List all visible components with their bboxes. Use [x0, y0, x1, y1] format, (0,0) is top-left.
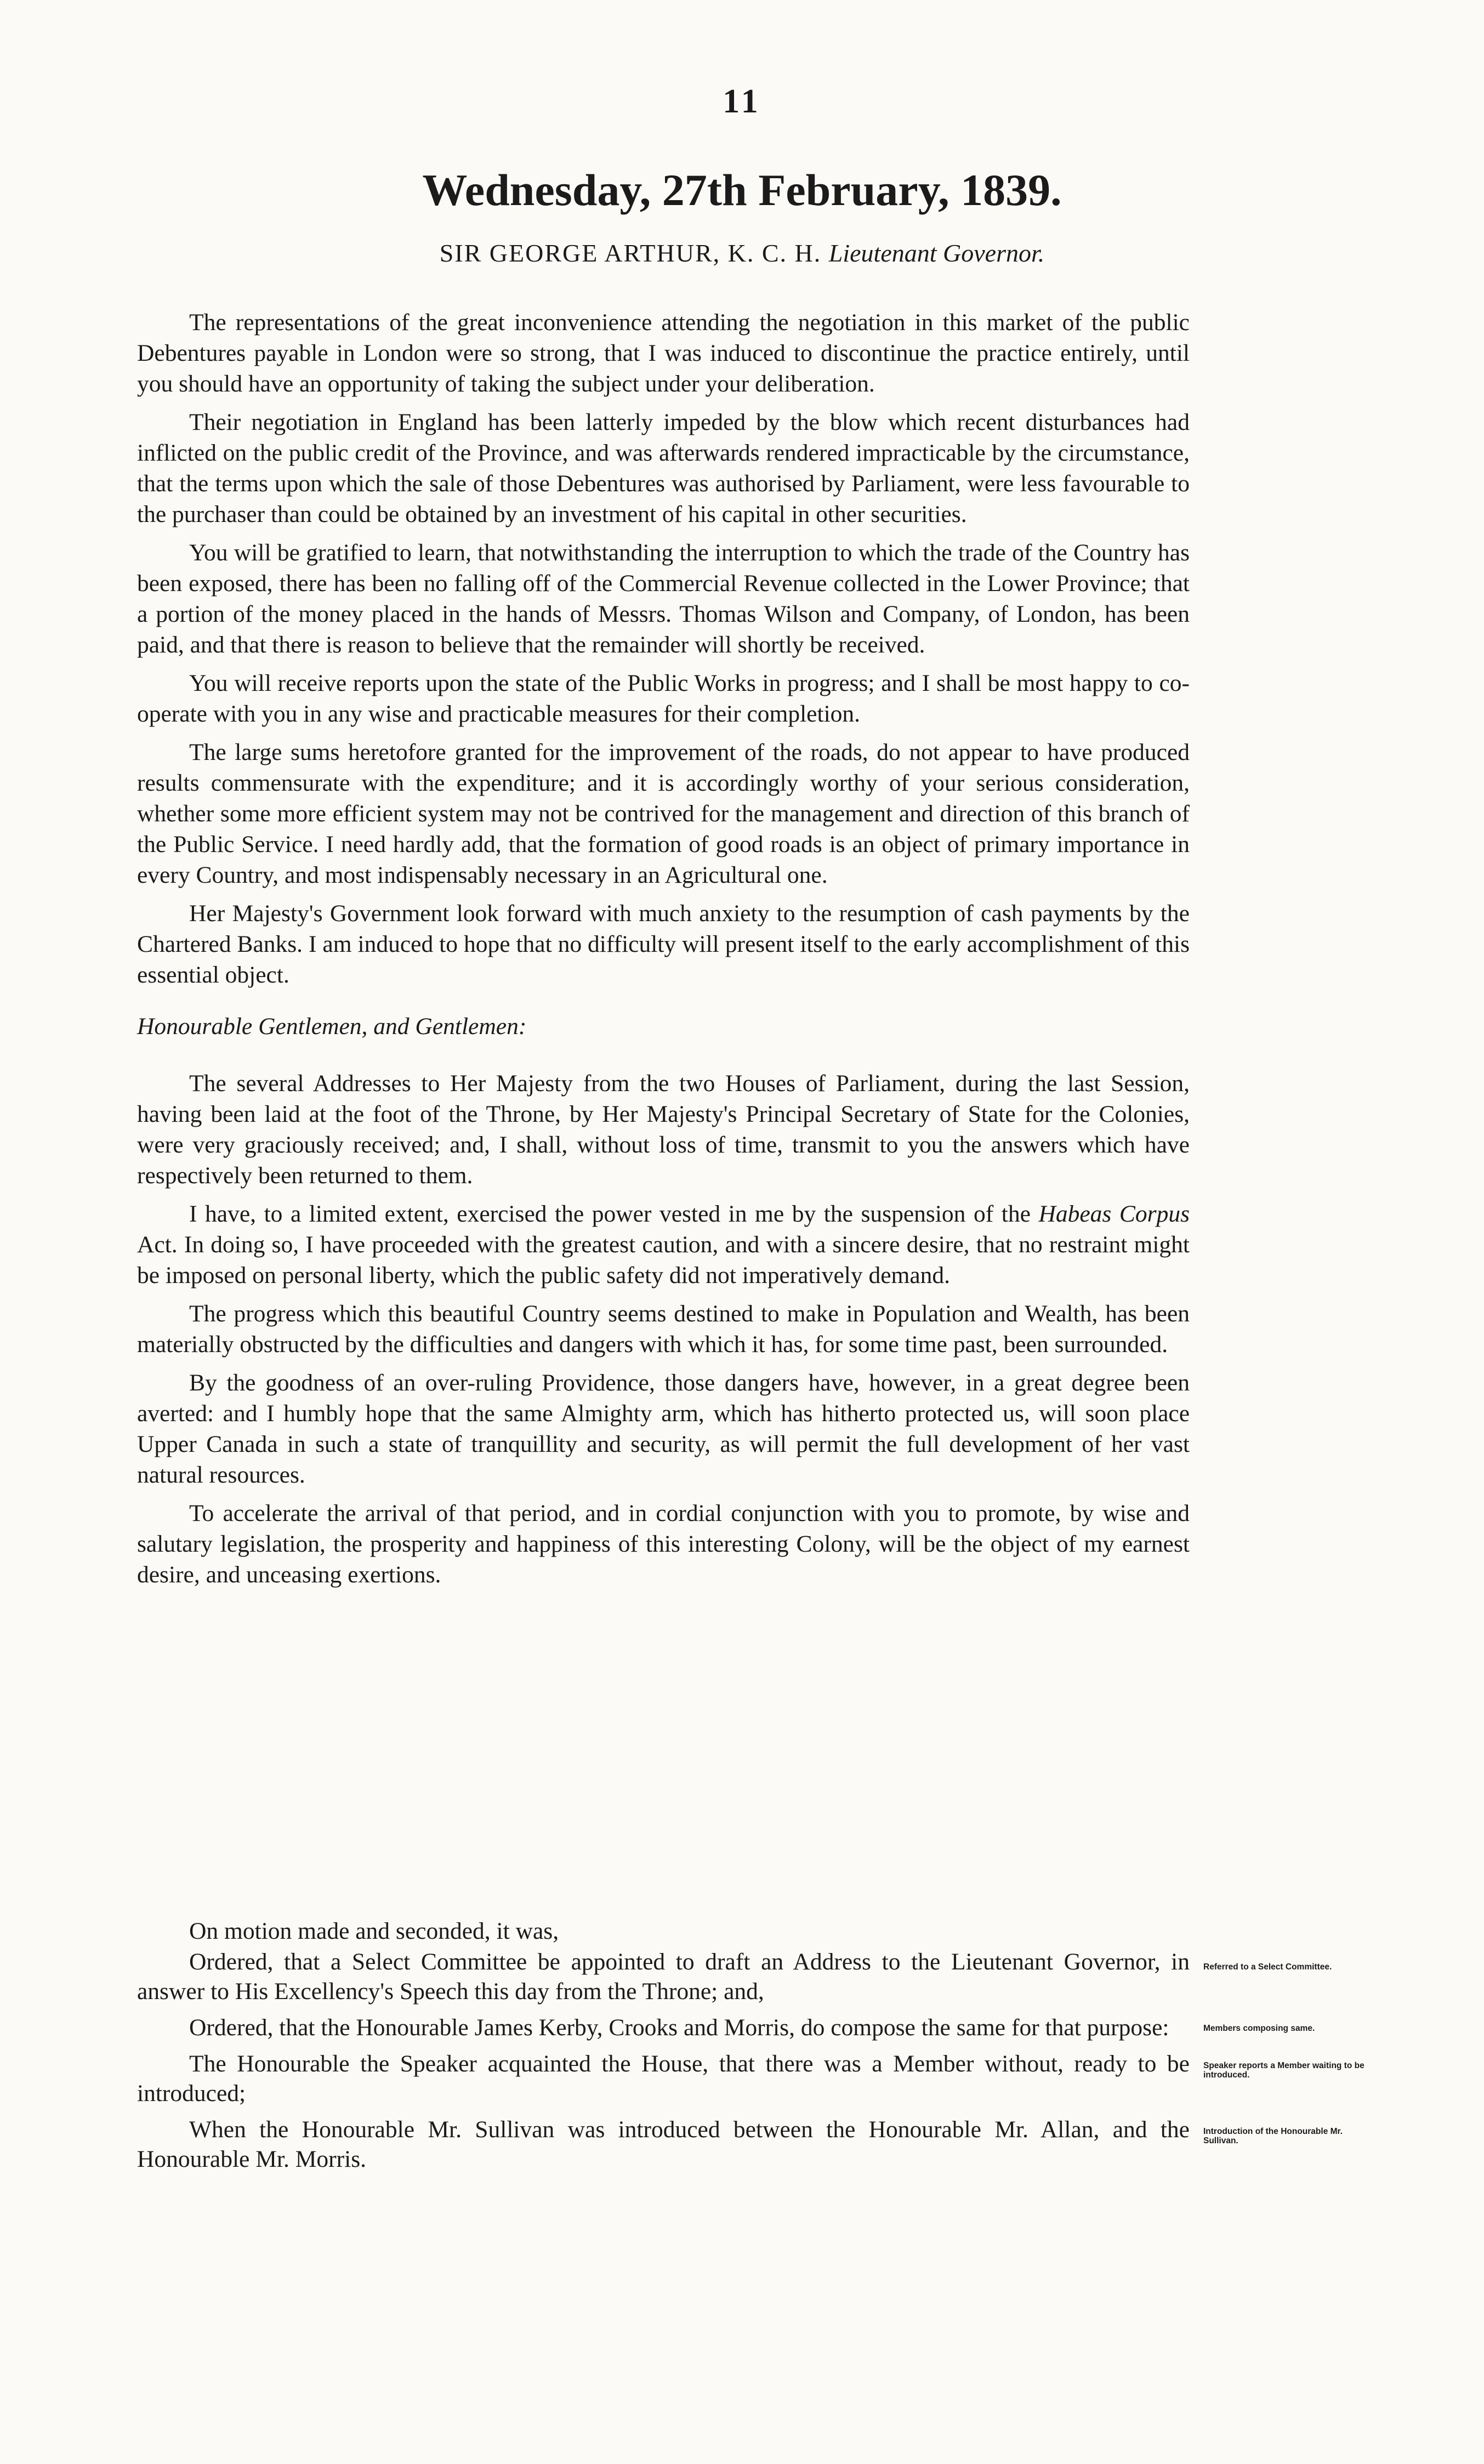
governor-title: Lieutenant Governor.: [828, 239, 1045, 267]
speech-paragraph-6: Her Majesty's Government look forward with much anxiety to the resumption of cash payments by the Chartered Banks. I am induced to hope that no difficulty will present itself to the early accomplishment of this essential object.: [137, 900, 1190, 988]
speech-paragraph-4: You will receive reports upon the state of the Public Works in progress; and I shall be most happy to co-operate with you in any wise and practicable measures for their completion.: [137, 670, 1190, 727]
members-entry: [137, 2013, 1315, 2042]
speaker-text: The Honourable the Speaker acquainted the House, that there was a Member without, ready to be introduced;: [137, 2051, 1190, 2107]
margin-note-speaker: Speaker reports a Member waiting to be introduced.: [1203, 2061, 1364, 2080]
speech-paragraph-8-start: I have, to a limited extent, exercised the power vested in me by the suspension of the: [189, 1201, 1031, 1227]
select-committee-entry: [137, 1947, 1332, 2006]
motion-entry: On motion made and seconded, it was,: [189, 1918, 559, 1944]
speech-paragraph-8-end: Act. In doing so, I have proceeded with the greatest caution, and with a sincere desire, that no restraint might be imposed on personal liberty, which the public safety did not imperatively demand.: [137, 1231, 1190, 1288]
speech-paragraph-7: The several Addresses to Her Majesty from the two Houses of Parliament, during the last Session, having been laid at the foot of the Throne, by Her Majesty's Principal Secretary of State for the Colonies, were very graciously received; and, I shall, without loss of time, transmit to you the answers which have respectively been returned to them.: [137, 1070, 1190, 1189]
speech-paragraph-8: [137, 1199, 1190, 1291]
salutation: Honourable Gentlemen, and Gentlemen:: [137, 1013, 527, 1040]
margin-note-introduction: Introduction of the Honourable Mr. Sullivan.: [1203, 2127, 1343, 2145]
speech-body: [137, 307, 1190, 1598]
margin-note-members: Members composing same.: [1203, 2024, 1315, 2033]
speech-paragraph-10: By the goodness of an over-ruling Providence, those dangers have, however, in a great degree been averted: and I humbly hope that the same Almighty arm, which has hitherto protected us, will soon place Upper Canada in such a state of tranquillity and security, as will permit the full development of her vast natural resources.: [137, 1370, 1190, 1488]
members-text: Ordered, that the Honourable James Kerby, Crooks and Morris, do compose the same for that purpose:: [189, 2014, 1169, 2041]
habeas-corpus-term: Habeas Corpus: [1038, 1201, 1190, 1227]
margin-note-select-committee: Referred to a Select Committee.: [1203, 1962, 1332, 1972]
page-number: 11: [723, 83, 761, 120]
speaker-entry: [137, 2049, 1364, 2108]
date-heading: Wednesday, 27th February, 1839.: [422, 165, 1062, 215]
select-committee-text: Ordered, that a Select Committee be appointed to draft an Address to the Lieutenant Governor, in answer to His Excellency's Speech this day from the Throne; and,: [137, 1949, 1190, 2005]
speech-paragraph-2: Their negotiation in England has been latterly impeded by the blow which recent disturbances had inflicted on the public credit of the Province, and was afterwards rendered impracticable by the circumstance, that the terms upon which the sale of those Debentures was authorised by Parliament, were less favourable to the purchaser than could be obtained by an investment of his capital in other securities.: [137, 409, 1190, 527]
introduction-text: When the Honourable Mr. Sullivan was introduced between the Honourable Mr. Allan, and the Honourable Mr. Morris.: [137, 2116, 1190, 2172]
speech-paragraph-9: The progress which this beautiful Country seems destined to make in Population and Wealth, has been materially obstructed by the difficulties and dangers with which it has, for some time past, been surrounded.: [137, 1301, 1190, 1358]
speech-paragraph-11: To accelerate the arrival of that period, and in cordial conjunction with you to promote, by wise and salutary legislation, the prosperity and happiness of this interesting Colony, will be the object of my earnest desire, and unceasing exertions.: [137, 1500, 1190, 1588]
introduction-entry: [137, 2115, 1343, 2174]
proceedings: [137, 1916, 1364, 2181]
speech-paragraph-5: The large sums heretofore granted for the improvement of the roads, do not appear to have produced results commensurate with the expenditure; and it is accordingly worthy of your serious consideration, whether some more efficient system may not be contrived for the management and direction of this branch of the Public Service. I need hardly add, that the formation of good roads is an object of primary importance in every Country, and most indispensably necessary in an Agricultural one.: [137, 739, 1190, 888]
governor-line: [0, 239, 1484, 268]
governor-name: SIR GEORGE ARTHUR, K. C. H.: [439, 239, 822, 267]
speech-paragraph-3: You will be gratified to learn, that notwithstanding the interruption to which the trade of the Country has been exposed, there has been no falling off of the Commercial Revenue collected in the Lower Province; that a portion of the money placed in the hands of Messrs. Thomas Wilson and Company, of London, has been paid, and that there is reason to believe that the remainder will shortly be received.: [137, 540, 1190, 658]
speech-paragraph-1: The representations of the great inconvenience attending the negotiation in this market of the public Debentures payable in London were so strong, that I was induced to discontinue the practice entirely, until you should have an opportunity of taking the subject under your deliberation.: [137, 309, 1190, 397]
